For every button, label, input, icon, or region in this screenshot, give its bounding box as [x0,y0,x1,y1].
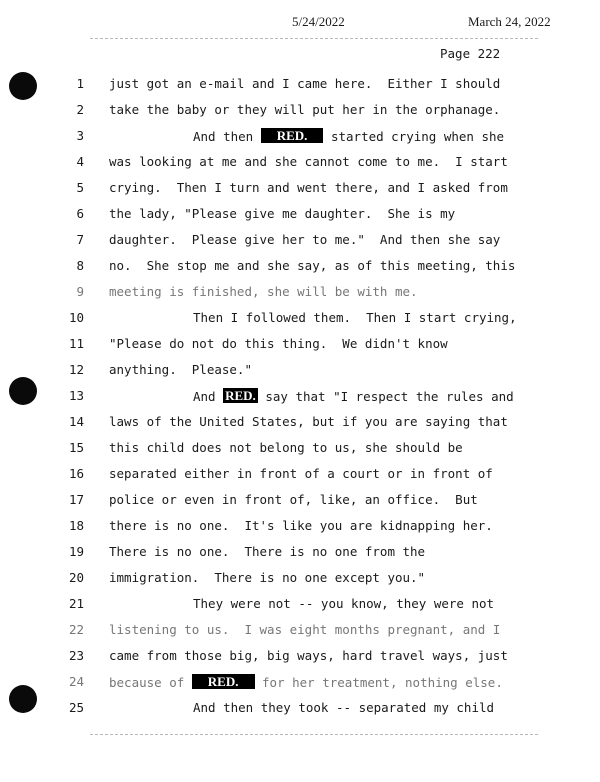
line-text-post: for her treatment, nothing else. [254,675,503,690]
line-number: 17 [68,492,84,507]
transcript-line [0,544,600,564]
transcript-line [0,492,600,512]
redaction-box: RED. [261,128,324,143]
bottom-divider [90,734,538,735]
line-number: 13 [68,388,84,403]
line-number: 24 [68,674,84,689]
line-text: came from those big, big ways, hard travel ways, just [109,648,508,663]
line-number: 1 [76,76,84,91]
line-number: 14 [68,414,84,429]
line-number: 8 [76,258,84,273]
line-number: 15 [68,440,84,455]
transcript-line [0,466,600,486]
line-number: 2 [76,102,84,117]
line-text: this child does not belong to us, she should be [109,440,463,455]
line-text: meeting is finished, she will be with me. [109,284,418,299]
line-number: 16 [68,466,84,481]
line-text-pre: because of [109,675,192,690]
transcript-line [0,622,600,642]
transcript-line [0,232,600,252]
transcript-line [0,102,600,122]
line-text: And then they took -- separated my child [193,700,495,715]
transcript-line [0,180,600,200]
line-text [109,674,503,690]
line-number: 4 [76,154,84,169]
line-text-post: say that "I respect the rules and [257,389,514,404]
line-text: the lady, "Please give me daughter. She is my [109,206,456,221]
line-text: laws of the United States, but if you are saying that [109,414,508,429]
line-text: crying. Then I turn and went there, and I asked from [109,180,508,195]
line-text: daughter. Please give her to me." And then she say [109,232,501,247]
transcript-line [0,518,600,538]
line-text: separated either in front of a court or in front of [109,466,493,481]
line-text [193,128,504,144]
transcript-line [0,76,600,96]
line-text: anything. Please." [109,362,252,377]
line-text: There is no one. There is no one from the [109,544,426,559]
line-text: take the baby or they will put her in the orphanage. [109,102,501,117]
line-number: 22 [68,622,84,637]
line-text-post: started crying when she [323,129,505,144]
header-date-right: March 24, 2022 [468,14,551,29]
line-text: was looking at me and she cannot come to me. I start [109,154,508,169]
line-number: 20 [68,570,84,585]
line-text-pre: And [193,389,224,404]
transcript-line [0,310,600,330]
transcript-line [0,596,600,616]
line-number: 3 [76,128,84,143]
line-text: just got an e-mail and I came here. Either I should [109,76,501,91]
redaction-box: RED. [192,674,255,689]
line-number: 5 [76,180,84,195]
transcript-line [0,258,600,278]
transcript-line [0,362,600,382]
top-divider [90,38,538,39]
line-number: 11 [68,336,84,351]
line-text: police or even in front of, like, an office. But [109,492,478,507]
transcript-line [0,440,600,460]
line-text: They were not -- you know, they were not [193,596,495,611]
line-number: 18 [68,518,84,533]
transcript-line [0,388,600,408]
line-text: immigration. There is no one except you." [109,570,426,585]
transcript-line [0,284,600,304]
line-number: 7 [76,232,84,247]
line-text: listening to us. I was eight months pregnant, and I [109,622,501,637]
line-number: 9 [76,284,84,299]
transcript-line [0,206,600,226]
header-date-left: 5/24/2022 [292,14,345,29]
transcript-line [0,674,600,694]
line-text: Then I followed them. Then I start crying, [193,310,517,325]
transcript-line [0,648,600,668]
page-number: Page 222 [440,46,501,61]
redaction-box: RED. [225,388,256,403]
line-number: 21 [68,596,84,611]
line-number: 25 [68,700,84,715]
transcript-line [0,414,600,434]
transcript-line [0,154,600,174]
line-number: 23 [68,648,84,663]
transcript-line [0,570,600,590]
transcript-line [0,128,600,148]
line-text: there is no one. It's like you are kidnapping her. [109,518,493,533]
line-text [193,388,514,404]
line-number: 19 [68,544,84,559]
transcript-line [0,336,600,356]
line-number: 12 [68,362,84,377]
line-number: 10 [68,310,84,325]
line-text: no. She stop me and she say, as of this meeting, this [109,258,516,273]
line-text-pre: And then [193,129,261,144]
line-text: "Please do not do this thing. We didn't know [109,336,448,351]
line-number: 6 [76,206,84,221]
transcript-line [0,700,600,720]
